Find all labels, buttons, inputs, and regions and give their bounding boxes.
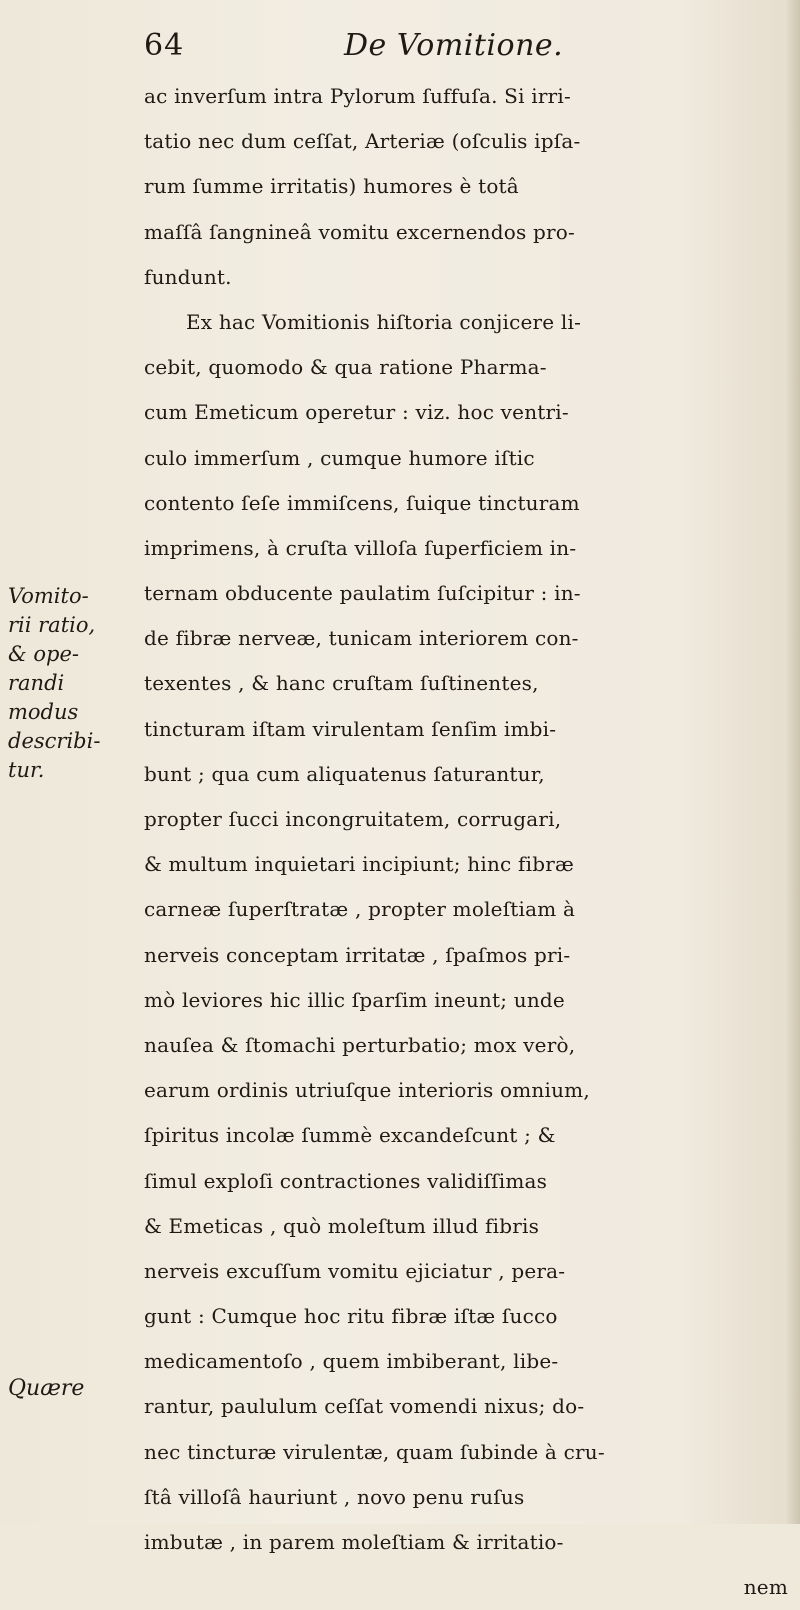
text-line: medicamentoſo , quem imbiberant, libe- xyxy=(144,1349,559,1374)
text-line: carneæ ſuperſtratæ , propter moleſtiam à xyxy=(144,897,576,922)
text-line: ac inverſum intra Pylorum ſuffuſa. Si irri- xyxy=(144,84,571,108)
text-line: culo immerſum , cumque humore iſtic xyxy=(144,445,535,470)
text-line: ternam obducente paulatim ſuſcipitur : in- xyxy=(144,581,581,606)
text-line: tatio nec dum ceſſat, Arteriæ (oſculis ipſa- xyxy=(144,129,581,154)
running-title: De Vomitione. xyxy=(344,28,564,63)
text-line: contento ſeſe immiſcens, ſuique tincturam xyxy=(144,490,580,515)
margin-note xyxy=(8,582,138,785)
page-header xyxy=(144,28,784,72)
text-line: imbutæ , in parem moleſtiam & irritatio- xyxy=(144,1530,564,1554)
text-line: imprimens, à cruſta villoſa ſuperficiem in- xyxy=(144,535,577,560)
text-line: mò leviores hic illic ſparſim ineunt; unde xyxy=(144,987,565,1012)
margin-note-line: describi- xyxy=(8,729,101,753)
text-line: rantur, paululum ceſſat vomendi nixus; do- xyxy=(144,1394,585,1419)
margin-note-line: & ope- xyxy=(8,642,79,666)
text-line: propter ſucci incongruitatem, corrugari, xyxy=(144,807,562,831)
text-line: maſſâ ſangnineâ vomitu excernendos pro- xyxy=(144,219,575,244)
text-line: rum ſumme irritatis) humores è totâ xyxy=(144,174,519,199)
margin-note-quaere: Quære xyxy=(8,1376,85,1401)
margin-note-line: randi xyxy=(8,671,65,695)
margin-note-line: Vomito- xyxy=(8,584,89,608)
text-line: cum Emeticum operetur : viz. hoc ventri- xyxy=(144,400,569,425)
text-line: ſpiritus incolæ ſummè excandeſcunt ; & xyxy=(144,1123,556,1148)
text-line: & Emeticas , quò moleſtum illud fibris xyxy=(144,1213,540,1238)
page-number: 64 xyxy=(144,28,185,63)
text-line: nec tincturæ virulentæ, quam ſubinde à cru- xyxy=(144,1439,605,1464)
text-line: nerveis conceptam irritatæ , ſpaſmos pri- xyxy=(144,942,571,967)
body-text xyxy=(144,74,794,1610)
margin-note-line: modus xyxy=(8,700,79,724)
text-line: & multum inquietari incipiunt; hinc fibræ xyxy=(144,852,574,877)
text-line: texentes , & hanc cruſtam ſuſtinentes, xyxy=(144,671,539,696)
text-line: tincturam iſtam virulentam ſenſim imbi- xyxy=(144,716,557,741)
text-line: bunt ; qua cum aliquatenus ſaturantur, xyxy=(144,761,545,786)
catchword: nem xyxy=(743,1575,788,1600)
text-line: nauſea & ſtomachi perturbatio; mox verò, xyxy=(144,1032,576,1057)
text-line: gunt : Cumque hoc ritu fibræ iſtæ ſucco xyxy=(144,1304,558,1329)
text-line: nerveis excuſſum vomitu ejiciatur , pera- xyxy=(144,1258,566,1283)
text-line: ſtâ villoſâ hauriunt , novo penu ruſus xyxy=(144,1484,525,1509)
text-line: Ex hac Vomitionis hiſtoria conjicere li- xyxy=(186,309,582,334)
margin-note-line: tur. xyxy=(8,758,45,782)
text-line: de fibræ nerveæ, tunicam interiorem con- xyxy=(144,626,579,651)
margin-note-line: rii ratio, xyxy=(8,613,96,637)
text-line: fundunt. xyxy=(144,264,232,289)
text-line: cebit, quomodo & qua ratione Pharma- xyxy=(144,355,547,380)
text-line: earum ordinis utriuſque interioris omnium, xyxy=(144,1078,590,1103)
text-line: ſimul exploſi contractiones validiſſimas xyxy=(144,1168,548,1193)
